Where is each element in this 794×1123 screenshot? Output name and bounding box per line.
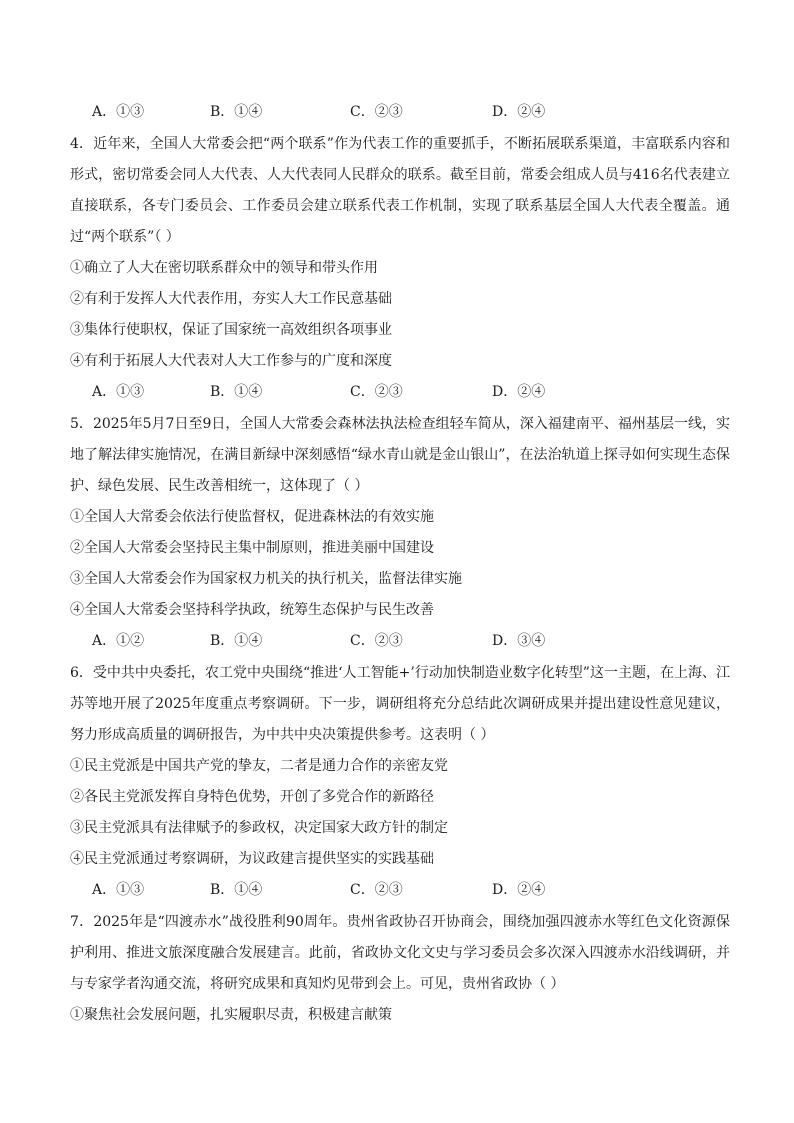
q4-item-4: ④有利于拓展人大代表对人大工作参与的广度和深度 — [70, 353, 392, 369]
q3-options — [92, 101, 732, 123]
q5-item-4: ④全国人大常委会坚持科学执政，统筹生态保护与民生改善 — [70, 602, 434, 618]
q5-option-b[interactable]: B．①④ — [210, 633, 263, 649]
q5-item-3: ③全国人大常委会作为国家权力机关的执行机关，监督法律实施 — [70, 571, 462, 587]
q4-stem: 4．近年来，全国人大常委会把“两个联系”作为代表工作的重要抓手，不断拓展联系渠道，丰富联系内容和形式，密切常委会同人大代表、人大代表同人民群众的联系。截至目前，常委会组成人员与416名代表建立直接联系，各专门委员会、工作委员会建立联系代表工作机制，实现了联系基层全国人大代表全覆盖。通过“两个联系”（ ） — [70, 136, 730, 245]
q6-item-4: ④民主党派通过考察调研，为议政建言提供坚实的实践基础 — [70, 851, 434, 867]
q6-option-d[interactable]: D．②④ — [492, 882, 546, 898]
q5-item-2: ②全国人大常委会坚持民主集中制原则，推进美丽中国建设 — [70, 540, 434, 556]
q3-option-c[interactable]: C．②③ — [350, 104, 403, 120]
q5-option-c[interactable]: C．②③ — [350, 633, 403, 649]
q4-option-b[interactable]: B．①④ — [210, 384, 263, 400]
q3-option-b[interactable]: B．①④ — [210, 104, 263, 120]
q5-item-1: ①全国人大常委会依法行使监督权，促进森林法的有效实施 — [70, 509, 434, 525]
q6-option-b[interactable]: B．①④ — [210, 882, 263, 898]
q4-options — [92, 381, 732, 403]
q4-item-2: ②有利于发挥人大代表作用，夯实人大工作民意基础 — [70, 291, 392, 307]
q5-options — [92, 630, 732, 652]
q5-option-a[interactable]: A．①② — [92, 633, 145, 649]
q4-item-3: ③集体行使职权，保证了国家统一高效组织各项事业 — [70, 322, 392, 338]
q6-option-a[interactable]: A．①③ — [92, 882, 145, 898]
q4-item-1: ①确立了人大在密切联系群众中的领导和带头作用 — [70, 260, 378, 276]
q6-option-c[interactable]: C．②③ — [350, 882, 403, 898]
q7-stem: 7．2025年是“四渡赤水”战役胜利90周年。贵州省政协召开协商会，围绕加强四渡赤水等红色文化资源保护利用、推进文旅深度融合发展建言。此前，省政协文化文史与学习委员会多次深入四渡赤水沿线调研，并与专家学者沟通交流，将研究成果和真知灼见带到会上。可见，贵州省政协（ ） — [70, 914, 730, 992]
q4-option-a[interactable]: A．①③ — [92, 384, 145, 400]
q6-item-2: ②各民主党派发挥自身特色优势，开创了多党合作的新路径 — [70, 789, 434, 805]
q4-option-d[interactable]: D．②④ — [492, 384, 546, 400]
q3-option-a[interactable]: A．①③ — [92, 104, 145, 120]
q6-item-3: ③民主党派具有法律赋予的参政权，决定国家大政方针的制定 — [70, 820, 448, 836]
q5-option-d[interactable]: D．③④ — [492, 633, 546, 649]
q6-stem: 6．受中共中央委托，农工党中央围绕“推进‘人工智能+’行动加快制造业数字化转型”这一主题，在上海、江苏等地开展了2025年度重点考察调研。下一步，调研组将充分总结此次调研成果并提出建设性意见建议，努力形成高质量的调研报告，为中共中央决策提供参考。这表明（ ） — [70, 665, 730, 743]
q6-options — [92, 879, 732, 901]
q6-item-1: ①民主党派是中国共产党的挚友，二者是通力合作的亲密友党 — [70, 758, 448, 774]
q3-option-d[interactable]: D．②④ — [492, 104, 546, 120]
q5-stem: 5．2025年5月7日至9日，全国人大常委会森林法执法检查组轻车简从，深入福建南平、福州基层一线，实地了解法律实施情况，在满目新绿中深刻感悟“绿水青山就是金山银山”，在法治轨道上探寻如何实现生态保护、绿色发展、民生改善相统一，这体现了（ ） — [70, 416, 730, 494]
q4-option-c[interactable]: C．②③ — [350, 384, 403, 400]
q7-item-1: ①聚焦社会发展问题，扎实履职尽责，积极建言献策 — [70, 1007, 392, 1023]
